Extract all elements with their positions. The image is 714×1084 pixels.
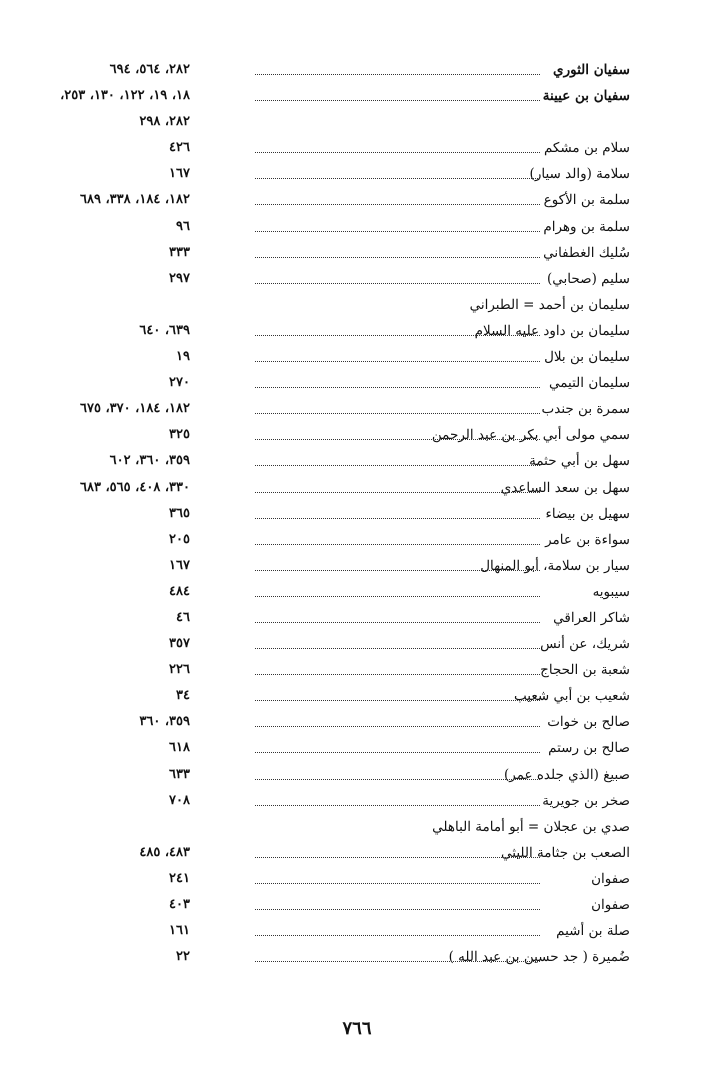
dot-leader: [255, 74, 540, 75]
index-entry: [70, 658, 630, 684]
dot-leader: [255, 492, 540, 493]
entry-name: صالح بن خوات: [547, 714, 630, 731]
dot-leader: [255, 204, 540, 205]
entry-name: شاكر العراقي: [553, 609, 630, 626]
entry-name: صخر بن جويرية: [542, 792, 630, 809]
dot-leader: [255, 648, 540, 649]
entry-name: سليمان بن داود عليه السلام: [474, 322, 630, 339]
entry-pages: ٢٨٢، ٥٦٤، ٦٩٤: [109, 62, 190, 77]
index-entry: [70, 789, 630, 815]
index-entry: [70, 293, 630, 319]
index-entry: [70, 684, 630, 710]
entry-name: سلمة بن الأكوع: [543, 192, 630, 209]
entry-pages: ٤٦: [176, 609, 190, 625]
dot-leader: [255, 909, 540, 910]
entry-pages: ٣٣٠، ٤٠٨، ٥٦٥، ٦٨٣: [79, 479, 190, 495]
entry-pages: ١٦٧: [169, 166, 190, 182]
entry-name: سلمة بن وهرام: [543, 218, 630, 235]
index-entry: [70, 241, 630, 267]
index-entry: [70, 502, 630, 528]
index-entry: [70, 215, 630, 241]
dot-leader: [255, 465, 540, 466]
entry-name: سهل بن سعد الساعدي: [500, 479, 630, 496]
entry-pages: ٢٨٢، ٢٩٨: [139, 114, 190, 130]
index-entry: [70, 763, 630, 789]
dot-leader: [255, 961, 540, 962]
entry-pages: ٣٦٥: [169, 505, 190, 521]
entry-pages: ٣٥٩، ٣٦٠، ٦٠٢: [109, 453, 190, 469]
entry-pages: ٢٤١: [169, 870, 190, 886]
index-entry: [70, 919, 630, 945]
entry-name: سُليك الغطفاني: [543, 244, 630, 261]
entry-pages: ١٨٢، ١٨٤، ٣٣٨، ٦٨٩: [79, 192, 190, 208]
dot-leader: [255, 257, 540, 258]
dot-leader: [255, 335, 540, 336]
entry-name: شريك، عن أنس: [540, 636, 630, 653]
index-entry: [70, 554, 630, 580]
index-entry: [70, 632, 630, 658]
dot-leader: [255, 674, 540, 675]
index-entry: [70, 162, 630, 188]
index-entry: [70, 606, 630, 632]
index-entry: [70, 371, 630, 397]
dot-leader: [255, 752, 540, 753]
index-entry: [70, 580, 630, 606]
entry-name: سليمان التيمي: [548, 375, 630, 392]
dot-leader: [255, 596, 540, 597]
dot-leader: [255, 439, 540, 440]
entry-name: سفيان الثوري: [553, 62, 630, 78]
entry-name: صبيغ (الذي جلده عمر): [503, 766, 630, 783]
dot-leader: [255, 726, 540, 727]
index-entry: [60, 84, 630, 110]
entry-pages: ٦١٨: [169, 740, 190, 756]
entry-pages: ٦٣٩، ٦٤٠: [139, 322, 190, 338]
entry-pages: ٦٣٣: [169, 766, 190, 782]
index-entry: [70, 397, 630, 423]
index-entry: [70, 815, 630, 841]
entry-name: ضُميرة ( جد حسين بن عبد الله ): [448, 949, 630, 966]
entry-pages: ٤٨٣، ٤٨٥: [139, 844, 190, 860]
dot-leader: [255, 178, 540, 179]
index-entry: [70, 319, 630, 345]
index-entry: [70, 528, 630, 554]
index-entry: [70, 841, 630, 867]
entry-pages: ٤٠٣: [169, 897, 190, 912]
entry-name: سيبويه: [592, 583, 630, 600]
entry-pages: ٣٣٣: [169, 244, 190, 260]
entry-pages: ٧٠٨: [169, 792, 190, 808]
entry-name: سمرة بن جندب: [541, 401, 630, 418]
entry-pages: ١٩: [176, 349, 190, 365]
entry-name: سواءة بن عامر: [545, 531, 630, 548]
dot-leader: [255, 570, 540, 571]
entry-name: صلة بن أشيم: [556, 923, 630, 940]
name-index-list: [60, 58, 630, 971]
entry-name: صفوان: [591, 870, 630, 887]
entry-pages: ٤٢٦: [169, 140, 190, 156]
entry-pages: ٤٨٤: [169, 583, 190, 599]
entry-name: سمي مولى أبي بكر بن عبد الرحمن: [431, 427, 630, 444]
dot-leader: [255, 152, 540, 153]
index-entry: [70, 136, 630, 162]
entry-pages: ١٨، ١٩، ١٢٢، ١٣٠، ٢٥٣،: [60, 88, 190, 104]
index-entry: [70, 345, 630, 371]
dot-leader: [255, 700, 540, 701]
page-number: ٧٦٦: [342, 1018, 372, 1039]
entry-name: سهيل بن بيضاء: [545, 505, 630, 522]
entry-name: سلامة (والد سيار): [529, 166, 630, 183]
entry-name: شعبة بن الحجاج: [540, 662, 630, 679]
index-entry: [70, 110, 630, 136]
entry-pages: ٩٦: [176, 218, 190, 234]
entry-name: صالح بن رستم: [548, 740, 630, 757]
entry-name: سليمان بن بلال: [544, 349, 630, 366]
index-entry: [70, 476, 630, 502]
entry-pages: ١٦٧: [169, 557, 190, 573]
dot-leader: [255, 857, 540, 858]
dot-leader: [255, 518, 540, 519]
entry-pages: ٣٤: [176, 688, 190, 704]
entry-pages: ٣٥٧: [169, 636, 190, 652]
entry-name: شعيب بن أبي شعيب: [514, 688, 630, 705]
entry-name: الصعب بن جثامة الليثي: [501, 844, 630, 861]
index-entry: [70, 423, 630, 449]
dot-leader: [255, 779, 540, 780]
entry-name: سليمان بن أحمد = الطبراني: [469, 296, 630, 313]
entry-pages: ٢٧٠: [169, 375, 190, 391]
index-entry: [70, 188, 630, 214]
entry-name: سهل بن أبي حثمة: [529, 453, 630, 470]
entry-pages: ١٦١: [169, 923, 190, 939]
entry-name: صدي بن عجلان = أبو أمامة الباهلي: [432, 818, 630, 835]
index-entry: [70, 449, 630, 475]
dot-leader: [255, 231, 540, 232]
index-entry: [70, 58, 630, 84]
entry-pages: ٢٢: [176, 949, 190, 965]
dot-leader: [255, 283, 540, 284]
index-entry: [70, 945, 630, 971]
entry-pages: ٣٥٩، ٣٦٠: [139, 714, 190, 730]
dot-leader: [255, 100, 540, 101]
entry-name: سفيان بن عيينة: [542, 88, 630, 105]
dot-leader: [255, 387, 540, 388]
index-entry: [70, 267, 630, 293]
dot-leader: [255, 883, 540, 884]
entry-pages: ٢٩٧: [169, 270, 190, 286]
dot-leader: [255, 413, 540, 414]
entry-pages: ٢٠٥: [169, 531, 190, 547]
entry-pages: ٣٢٥: [169, 427, 190, 443]
entry-name: سليم (صحابي): [547, 270, 630, 287]
entry-name: سلام بن مشكم: [543, 140, 630, 157]
index-entry: [70, 710, 630, 736]
entry-name: سيار بن سلامة، أبو المنهال: [480, 557, 630, 574]
index-entry: [70, 867, 630, 893]
index-entry: [70, 736, 630, 762]
entry-name: صفوان: [591, 897, 630, 913]
dot-leader: [255, 544, 540, 545]
dot-leader: [255, 622, 540, 623]
dot-leader: [255, 805, 540, 806]
dot-leader: [255, 935, 540, 936]
dot-leader: [255, 361, 540, 362]
entry-pages: ٢٢٦: [169, 662, 190, 678]
index-entry: [70, 893, 630, 919]
entry-pages: ١٨٢، ١٨٤، ٣٧٠، ٦٧٥: [79, 401, 190, 417]
